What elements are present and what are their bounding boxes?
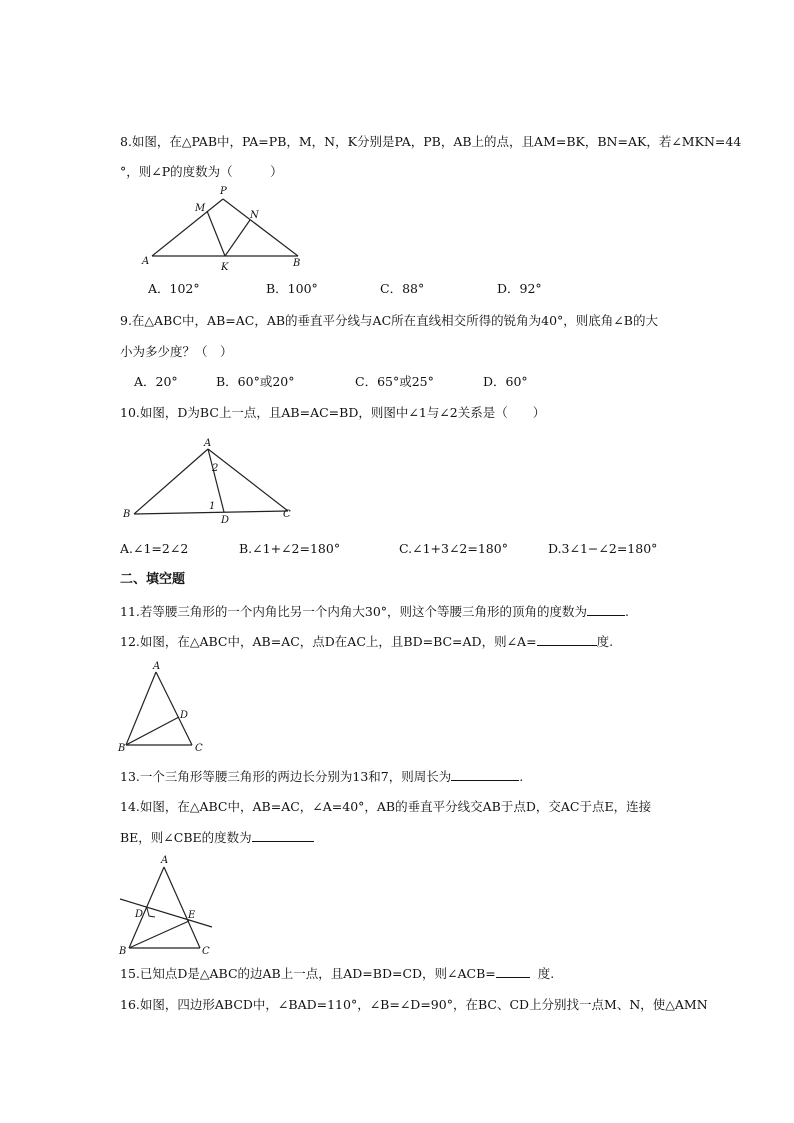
q12-label-b: B	[118, 743, 126, 754]
q12-end: 度.	[596, 634, 614, 649]
q12-label-a: A	[153, 661, 161, 672]
q15-answer-blank[interactable]	[496, 965, 530, 978]
q8-label-n: N	[250, 210, 259, 221]
q13-text: 13.一个三角形等腰三角形的两边长分别为13和7，则周长为	[120, 769, 452, 784]
q12-line	[120, 633, 710, 650]
q10-option-c[interactable]: C.∠1+3∠2=180°	[399, 541, 508, 556]
q16-line: 16.如图，四边形ABCD中，∠BAD=110°，∠B=∠D=90°，在BC、CD上分别找一点M、N，使△AMN	[120, 997, 708, 1012]
q8-option-b[interactable]: B．100°	[266, 281, 318, 296]
q14-side-ac	[164, 867, 200, 948]
q10-option-d[interactable]: D.3∠1−∠2=180°	[548, 541, 658, 556]
q14-line2	[120, 829, 710, 846]
q14-text: BE，则∠CBE的度数为	[120, 830, 252, 845]
q10-option-a[interactable]: A.∠1=2∠2	[120, 541, 189, 556]
q12-side-ab	[126, 672, 156, 745]
q8-label-b: B	[293, 258, 301, 269]
q8-label-m: M	[195, 203, 206, 214]
q8-side-pb	[223, 199, 298, 256]
section-title: 二、填空题	[120, 572, 186, 587]
q9-option-a[interactable]: A．20°	[134, 374, 178, 389]
q13-answer-blank[interactable]	[451, 768, 519, 781]
q8-figure	[140, 184, 310, 274]
q15-end: 度.	[537, 966, 555, 981]
q8-segment-mk	[207, 211, 225, 256]
q12-segment-bd	[126, 717, 179, 745]
q8-option-c[interactable]: C．88°	[380, 281, 425, 296]
q14-label-b: B	[119, 946, 127, 957]
q9-option-d[interactable]: D．60°	[483, 374, 528, 389]
q8-line1: 8.如图，在△PAB中，PA=PB，M，N，K分别是PA，PB，AB上的点，且AM=BK，BN=AK，若∠MKN=44	[120, 134, 742, 149]
q14-label-e: E	[188, 910, 196, 921]
q11-text: 11.若等腰三角形的一个内角比另一个内角大30°，则这个等腰三角形的顶角的度数为	[120, 604, 588, 619]
q13-end: .	[519, 769, 524, 784]
q9-line1: 9.在△ABC中，AB=AC，AB的垂直平分线与AC所在直线相交所得的锐角为40°，则底角∠B的大	[120, 313, 658, 328]
q14-perpendicular-bisector	[120, 899, 212, 927]
q15-text: 15.已知点D是△ABC的边AB上一点，且AD=BD=CD，则∠ACB=	[120, 966, 496, 981]
q15-line	[120, 965, 710, 982]
q10-label-c: C	[283, 509, 291, 520]
q12-text: 12.如图，在△ABC中，AB=AC，点D在AC上，且BD=BC=AD，则∠A=	[120, 634, 537, 649]
q11-line	[120, 603, 710, 620]
q13-line	[120, 768, 710, 785]
q8-segment-nk	[225, 220, 250, 256]
q10-label-angle1: 1	[209, 501, 216, 512]
q8-line2: °，则∠P的度数为（ ）	[120, 164, 283, 179]
q12-label-d: D	[180, 710, 189, 721]
q8-option-d[interactable]: D．92°	[497, 281, 542, 296]
q9-line2: 小为多少度？（ ）	[120, 344, 233, 359]
q12-answer-blank[interactable]	[537, 633, 597, 646]
q12-side-ac	[156, 672, 192, 745]
q8-label-k: K	[221, 262, 229, 273]
q14-figure	[116, 855, 216, 955]
q14-label-d: D	[135, 909, 144, 920]
q11-end: .	[625, 604, 630, 619]
q8-label-p: P	[220, 186, 227, 197]
q9-option-b[interactable]: B．60°或20°	[216, 374, 295, 389]
q10-line1: 10.如图，D为BC上一点，且AB=AC=BD，则图中∠1与∠2关系是（ ）	[120, 405, 546, 420]
q8-option-a[interactable]: A．102°	[148, 281, 200, 296]
q8-label-a: A	[142, 256, 150, 267]
q10-label-b: B	[123, 509, 131, 520]
q12-figure	[116, 660, 206, 755]
q12-label-c: C	[195, 743, 203, 754]
q8-side-pa	[152, 199, 223, 256]
q14-answer-blank[interactable]	[252, 829, 314, 842]
q14-segment-be	[129, 921, 189, 948]
q9-option-c[interactable]: C．65°或25°	[355, 374, 434, 389]
q10-label-a: A	[204, 438, 212, 449]
q14-label-a: A	[161, 855, 169, 866]
q10-label-d: D	[221, 515, 230, 526]
q14-label-c: C	[202, 946, 210, 957]
q10-label-angle2: 2	[212, 463, 219, 474]
q10-side-ac	[208, 449, 288, 511]
q14-line1: 14.如图，在△ABC中，AB=AC，∠A=40°，AB的垂直平分线交AB于点D，交AC于点E，连接	[120, 799, 652, 814]
q11-answer-blank[interactable]	[587, 603, 625, 616]
q10-figure	[118, 436, 303, 526]
q10-option-b[interactable]: B.∠1+∠2=180°	[239, 541, 341, 556]
q10-side-ab	[134, 449, 208, 514]
